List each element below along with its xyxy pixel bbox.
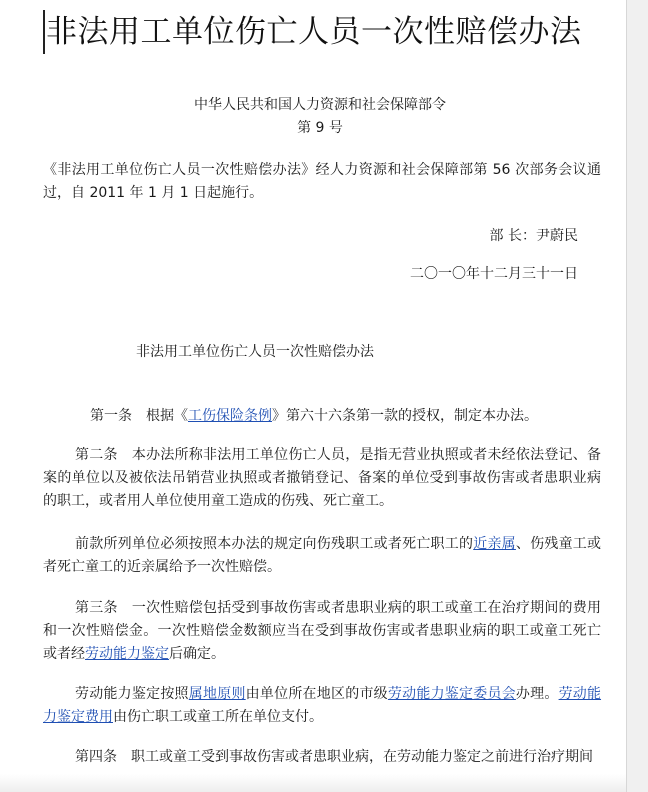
article-4: 第四条 职工或童工受到事故伤害或者患职业病，在劳动能力鉴定之前进行治疗期间 <box>75 749 593 765</box>
order-number: 第 9 号 <box>297 120 343 136</box>
link-labor-capacity-assessment[interactable]: 劳动能力鉴定 <box>85 646 169 662</box>
section-subtitle: 非法用工单位伤亡人员一次性赔偿办法 <box>136 344 374 360</box>
article-1 <box>43 405 601 428</box>
article-2b-text-b: 、伤残童工或者死亡童工的近亲属给予一次性赔偿。 <box>43 536 602 575</box>
article-3b-text-2: 由单位所在地区的市级 <box>245 686 388 702</box>
preamble-paragraph: 《非法用工单位伤亡人员一次性赔偿办法》经人力资源和社会保障部第 56 次部务会议通过，自 2011 年 1 月 1 日起施行。 <box>43 162 601 201</box>
article-1-text-a: 第一条 根据《 <box>90 408 188 424</box>
link-close-relatives[interactable]: 近亲属 <box>473 536 516 552</box>
document-title: 非法用工单位伤亡人员一次性赔偿办法 <box>46 14 582 50</box>
article-3b-text-1: 劳动能力鉴定按照 <box>75 686 189 702</box>
article-2: 第二条 本办法所称非法用工单位伤亡人员，是指无营业执照或者未经依法登记、备案的单位以及被依法吊销营业执照或者撤销登记、备案的单位受到事故伤害或者患职业病的职工，或者用人单位使用童工造成的伤残、死亡童工。 <box>43 447 601 509</box>
article-3b-text-4: 由伤亡职工或童工所在单位支付。 <box>113 709 323 725</box>
article-3-paragraph-2 <box>43 683 601 729</box>
minister-signature: 部 长：尹蔚民 <box>489 228 578 244</box>
article-2b-text-a: 前款所列单位必须按照本办法的规定向伤残职工或者死亡职工的 <box>75 536 474 552</box>
issuer-line: 中华人民共和国人力资源和社会保障部令 <box>194 97 446 113</box>
link-work-injury-regulations[interactable]: 工伤保险条例 <box>188 408 272 424</box>
right-gutter <box>626 0 648 792</box>
article-1-text-b: 》第六十六条第一款的授权，制定本办法。 <box>272 408 538 424</box>
link-assessment-fees[interactable]: 劳动能力鉴定费用 <box>43 686 602 725</box>
decree-date: 二〇一〇年十二月三十一日 <box>410 266 578 282</box>
article-3 <box>43 597 601 666</box>
article-2-paragraph-2 <box>43 533 601 579</box>
article-3b-text-3: 办理。 <box>515 686 559 702</box>
link-assessment-committee[interactable]: 劳动能力鉴定委员会 <box>387 686 516 702</box>
article-3-text-a: 第三条 一次性赔偿包括受到事故伤害或者患职业病的职工或童工在治疗期间的费用和一次性赔偿金。一次性赔偿金数额应当在受到事故伤害或者患职业病的职工或童工死亡或者经 <box>43 600 601 662</box>
article-3-text-b: 后确定。 <box>169 646 225 662</box>
page-bottom-fade <box>0 774 626 792</box>
link-territorial-principle[interactable]: 属地原则 <box>188 686 246 702</box>
text-cursor <box>43 10 45 54</box>
